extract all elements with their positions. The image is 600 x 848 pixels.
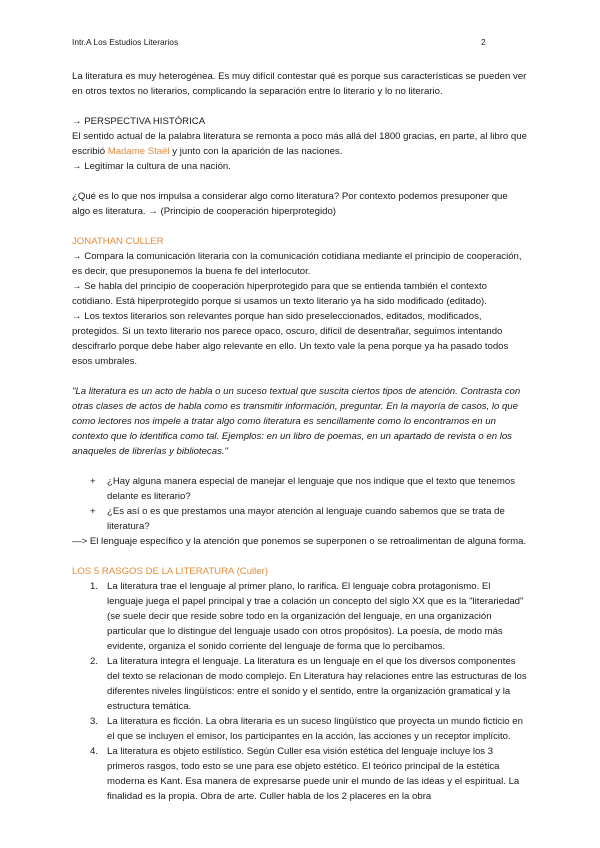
pregunta-paragraph: ¿Qué es lo que nos impulsa a considerar algo como literatura? Por contexto podemos presuponer que algo es literatura. → (Principio de cooperación hiperprotegido) xyxy=(72,191,508,217)
rasgo-number: 1. xyxy=(90,581,99,592)
page-body xyxy=(72,69,528,804)
rasgo-item xyxy=(72,744,528,804)
rasgo-item xyxy=(72,714,528,744)
culler-point-3: → Los textos literarios son relevantes porque han sido preseleccionados, editados, modificados, protegidos. Si un texto literario nos parece opaco, oscuro, difícil de desentrañar, seguimos intentando descifrarlo porque debe haber algo relevante en ello. Un texto vale la pena porque ya ha pasado todos esos umbrales. xyxy=(72,311,509,367)
rasgo-text: La literatura trae el lenguaje al primer plano, lo rarifica. El lenguaje cobra protagonismo. El lenguaje juega el papel principal y trae a colación un concepto del siglo XX que es la "literariedad" (se suele decir que reside sobre todo en la organización del lenguaje, en una organización particular que lo distingue del lenguaje usado con otros propósitos). La poesía, de modo más evidente, organiza el sonido corriente del lenguaje de forma que lo percibamos. xyxy=(107,581,524,652)
rasgo-number: 4. xyxy=(90,746,99,757)
rasgo-text: La literatura es objeto estilístico. Según Culler esa visión estética del lenguaje incluye los 3 primeros rasgos, todo esto se une para ese objeto estético. El teórico principal de la estética moderna es Kant. Esa manera de expresarse puede unir el mundo de las ideas y el espiritual. La finalidad es la propia. Obra de arte. Culler habla de los 2 placeres en la obra xyxy=(107,746,520,802)
perspectiva-heading: → PERSPECTIVA HISTÓRICA xyxy=(72,116,206,127)
page-number: 2 xyxy=(481,37,486,47)
conclusion-line: —> El lenguaje específico y la atención que ponemos se superponen o se retroalimentan de alguna forma. xyxy=(72,536,527,547)
question-list xyxy=(72,474,528,534)
madame-stael-highlight: Madame Staël xyxy=(107,146,170,157)
culler-quote: "La literatura es un acto de habla o un suceso textual que suscita ciertos tipos de atención. Contrasta con otras clases de actos de habla como es transmitir información, preguntar. En la mayoría de casos, lo que como lectores nos impele a tratar algo como literatura es sencillamente como lo encontramos en un contexto que lo identifica como tal. Ejemplos: en un libro de poemas, en un apartado de revista o en los anaqueles de librerías y bibliotecas." xyxy=(72,386,521,457)
rasgos-heading: LOS 5 RASGOS DE LA LITERATURA (Culler) xyxy=(72,566,269,577)
rasgo-item xyxy=(72,654,528,714)
question-text: ¿Hay alguna manera especial de manejar el lenguaje que nos indique que el texto que tenemos delante es literario? xyxy=(107,476,516,502)
bullet-mark: + xyxy=(90,506,96,517)
intro-paragraph: La literatura es muy heterogénea. Es muy difícil contestar qué es porque sus características se pueden ver en otros textos no literarios, complicando la separación entre lo literario y lo no literario. xyxy=(72,71,527,97)
sentido-text-start: El sentido actual de la palabra literatura se remonta a poco más allá del 1800 gracias, en parte, al libro que escribió xyxy=(72,131,527,157)
running-header-title: Intr.A Los Estudios Literarios xyxy=(72,37,179,47)
question-text: ¿Es así o es que prestamos una mayor atención al lenguaje cuando sabemos que se trata de literatura? xyxy=(107,506,505,532)
rasgos-list xyxy=(72,579,528,804)
rasgo-number: 3. xyxy=(90,716,99,727)
rasgo-text: La literatura es ficción. La obra literaria es un suceso lingüístico que proyecta un mundo ficticio en el que se incluyen el emisor, los participantes en la acción, las acciones y un receptor implícito. xyxy=(107,716,523,742)
rasgo-number: 2. xyxy=(90,656,99,667)
legitimar-line: → Legitimar la cultura de una nación. xyxy=(72,161,231,172)
culler-heading: JONATHAN CULLER xyxy=(72,236,164,247)
rasgo-item xyxy=(72,579,528,654)
sentido-text-end: y junto con la aparición de las naciones. xyxy=(169,146,343,157)
bullet-mark: + xyxy=(90,476,96,487)
sentido-paragraph xyxy=(72,129,528,159)
question-item xyxy=(72,504,528,534)
culler-point-1: → Compara la comunicación literaria con la comunicación cotidiana mediante el principio de cooperación, es decir, que presuponemos la buena fe del interlocutor. xyxy=(72,251,522,277)
rasgo-text: La literatura integra el lenguaje. La literatura es un lenguaje en el que los diversos componentes del texto se relacionan de modo complejo. En Literatura hay relaciones entre las estructuras de los diferentes niveles lingüísticos: entre el sonido y el sentido, entre la organización gramatical y la estructura temática. xyxy=(107,656,527,712)
question-item xyxy=(72,474,528,504)
culler-point-2: → Se habla del principio de cooperación hiperprotegido para que se entienda también el contexto cotidiano. Está hiperprotegido porque si usamos un texto literario ya ha sido modificado (editado). xyxy=(72,281,487,307)
